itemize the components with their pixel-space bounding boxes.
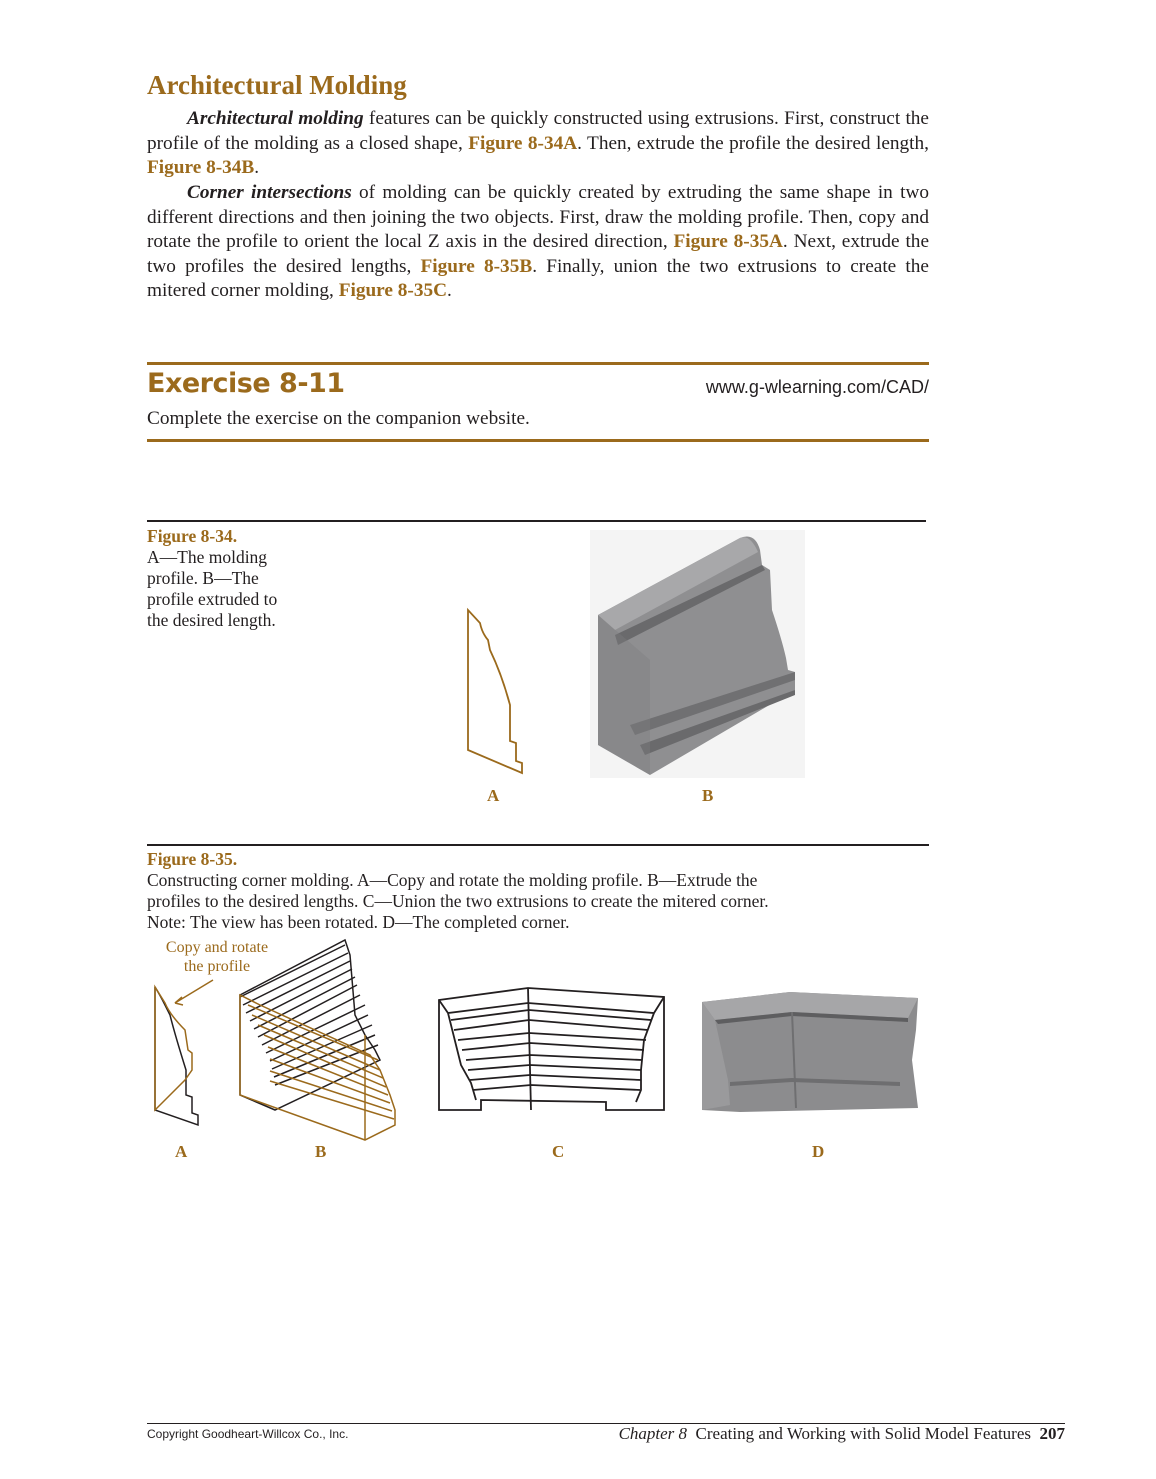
callout-line: Copy and rotate [165, 939, 269, 956]
text: . [447, 280, 452, 302]
exercise-top-rule [147, 362, 929, 365]
profiles-extrusion-wireframe [140, 975, 420, 1145]
extruded-molding-solid [590, 530, 810, 780]
figure-link[interactable]: Figure 8-35B [420, 255, 533, 277]
paragraph-corner-intersections [147, 181, 929, 304]
text: . Next, extrude the two profiles the desired lengths, [147, 231, 930, 277]
exercise-bottom-rule [147, 439, 929, 442]
part-label-c: C [552, 1142, 565, 1161]
mitered-corner-wireframe [436, 985, 668, 1115]
text: features can be quickly constructed using extrusions. First, construct the profile of the molding as a closed shape, [147, 108, 929, 154]
part-label-a: A [175, 1142, 188, 1161]
part-label-b: B [702, 786, 714, 805]
chapter-number: Chapter 8 [618, 1424, 688, 1443]
caption-line: profiles to the desired lengths. C—Union the two extrusions to create the mitered corner. [147, 891, 769, 911]
figure-rule [147, 520, 926, 522]
figure-rule [147, 844, 929, 846]
figure-link[interactable]: Figure 8-34B [147, 157, 255, 179]
molding-profile-drawing [460, 605, 530, 780]
figure-35-caption [147, 849, 769, 933]
running-footer [619, 1424, 1065, 1444]
caption-line: A—The molding [147, 547, 268, 567]
figure-link[interactable]: Figure 8-35C [338, 280, 448, 302]
caption-line: profile. B—The [147, 568, 259, 588]
page-number: 207 [1039, 1424, 1065, 1443]
figure-link[interactable]: Figure 8-34A [468, 132, 578, 154]
paragraph-architectural-molding [147, 107, 929, 181]
exercise-text: Complete the exercise on the companion website. [147, 408, 530, 429]
text: . Then, extrude the profile the desired length, [577, 132, 929, 154]
completed-corner-solid [700, 990, 920, 1115]
exercise-title: Exercise 8-11 [147, 368, 345, 399]
caption-line: the desired length. [147, 610, 276, 630]
term: Corner intersections [187, 182, 352, 203]
caption-line: Constructing corner molding. A—Copy and rotate the molding profile. B—Extrude the [147, 870, 758, 890]
term: Architectural molding [187, 108, 364, 129]
text: . [254, 157, 260, 179]
chapter-title: Creating and Working with Solid Model Features [695, 1424, 1031, 1443]
exercise-url[interactable]: www.g-wlearning.com/CAD/ [705, 377, 929, 397]
caption-line: profile extruded to [147, 589, 278, 609]
part-label-b: B [315, 1142, 327, 1161]
figure-label: Figure 8-35. [147, 849, 238, 869]
section-title: Architectural Molding [147, 70, 407, 100]
text: . Finally, union the two extrusions to create the mitered corner molding, [147, 255, 929, 302]
figure-34-caption [147, 526, 277, 631]
figure-link[interactable]: Figure 8-35A [673, 231, 783, 253]
part-label-a: A [487, 786, 500, 805]
callout-copy-rotate [152, 938, 282, 976]
callout-line: the profile [183, 958, 251, 975]
text: of molding can be quickly created by extruding the same shape in two different directions and then joining the two objects. First, draw the molding profile. Then, copy and rotate the profile to orient the local Z axis in the desired direction, [147, 182, 930, 253]
caption-line: Note: The view has been rotated. D—The completed corner. [147, 912, 570, 932]
figure-label: Figure 8-34. [147, 526, 238, 546]
part-label-d: D [812, 1142, 825, 1161]
copyright: Copyright Goodheart-Willcox Co., Inc. [147, 1427, 349, 1441]
